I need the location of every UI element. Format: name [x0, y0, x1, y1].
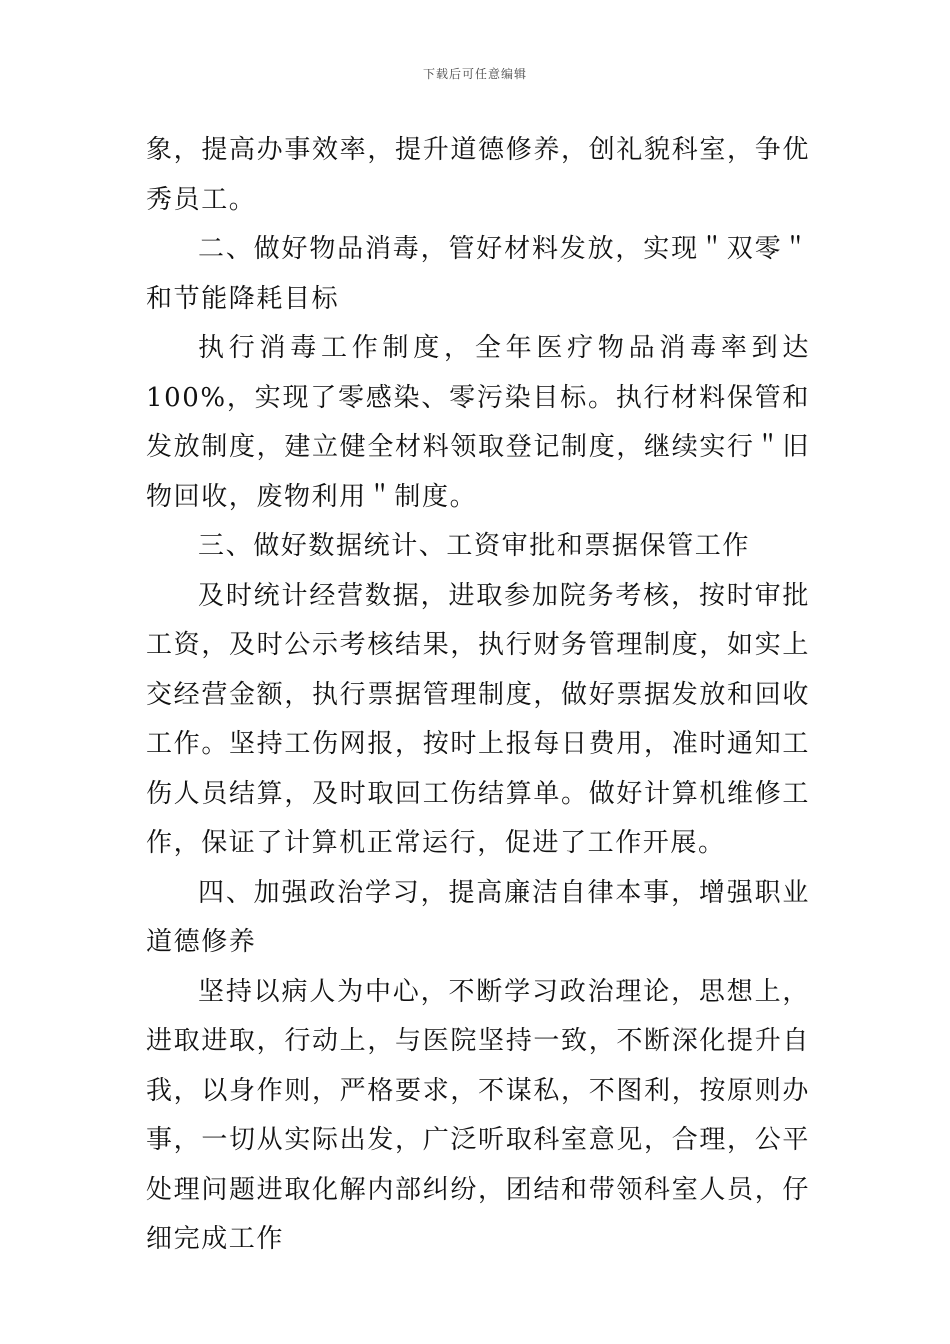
section-heading-three: 三、做好数据统计、工资审批和票据保管工作 — [198, 531, 751, 561]
paragraph-continuation: 象，提高办事效率，提升道德修养，创礼貌科室，争优秀员工。 — [146, 135, 810, 215]
page-header-note: 下载后可任意编辑 — [422, 67, 527, 81]
document-body — [146, 126, 810, 1265]
paragraph-statistics: 及时统计经营数据，进取参加院务考核，按时审批工资，及时公示考核结果，执行财务管理制度，如实上交经营金额，执行票据管理制度，做好票据发放和回收工作。坚持工伤网报，按时上报每日费用，准时通知工伤人员结算，及时取回工伤结算单。做好计算机维修工作，保证了计算机正常运行，促进了工作开展。 — [146, 580, 810, 858]
paragraph-political-study: 坚持以病人为中心，不断学习政治理论，思想上，进取进取，行动上，与医院坚持一致，不断深化提升自我，以身作则，严格要求，不谋私，不图利，按原则办事，一切从实际出发，广泛听取科室意见，合理，公平处理问题进取化解内部纠纷，团结和带领科室人员，仔细完成工作 — [146, 976, 810, 1254]
section-heading-four: 四、加强政治学习，提高廉洁自律本事，增强职业道德修养 — [146, 877, 810, 957]
paragraph-disinfection: 执行消毒工作制度，全年医疗物品消毒率到达 100%，实现了零感染、零污染目标。执行材料保管和发放制度，建立健全材料领取登记制度，继续实行＂旧物回收，废物利用＂制度。 — [146, 333, 810, 512]
section-heading-two: 二、做好物品消毒，管好材料发放，实现＂双零＂和节能降耗目标 — [146, 234, 810, 314]
